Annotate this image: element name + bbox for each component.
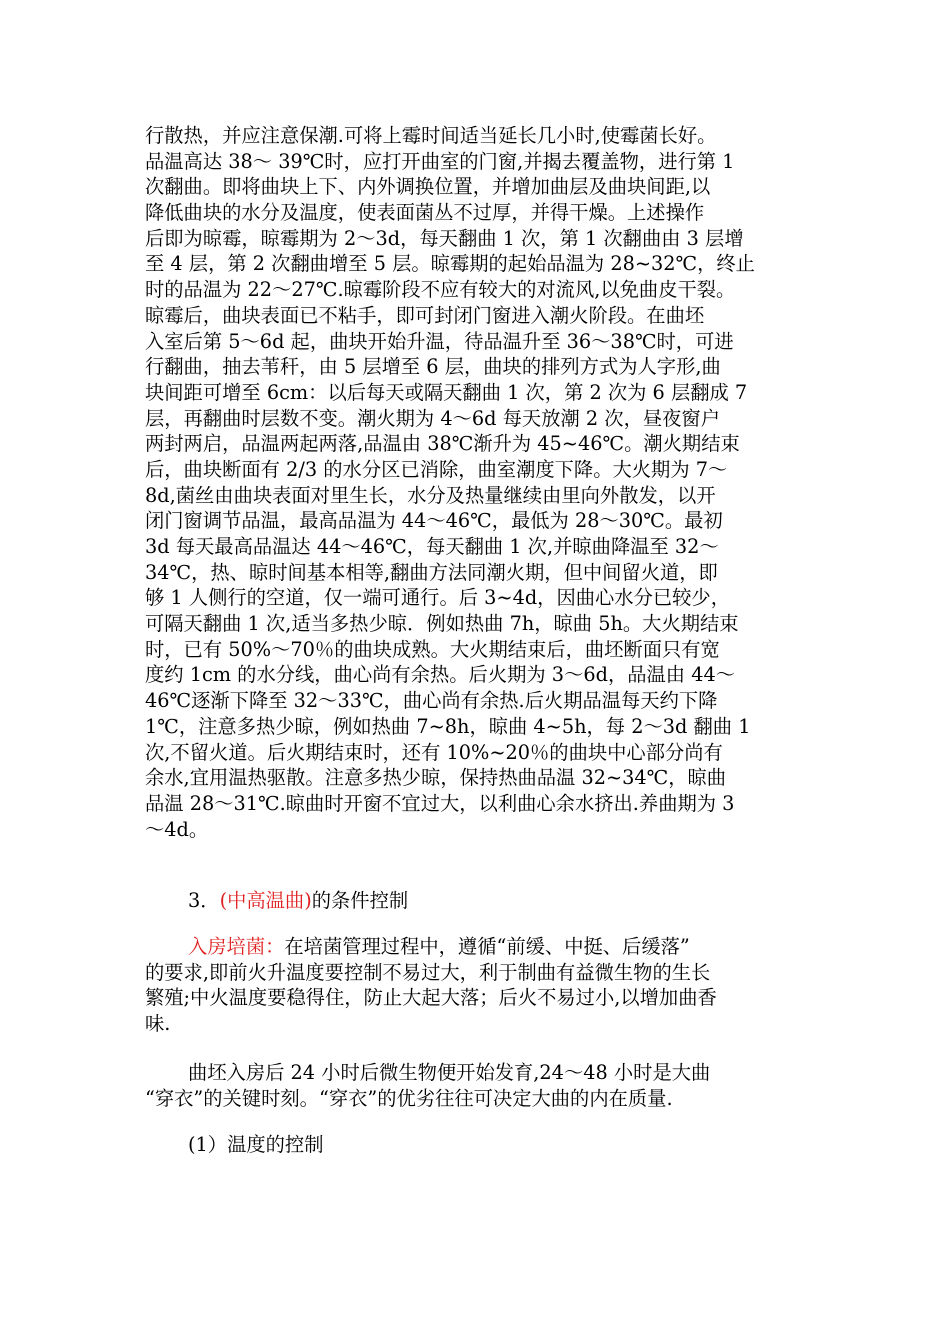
text-line: 品温 28～31℃.晾曲时开窗不宜过大，以利曲心余水挤出.养曲期为 3 (145, 791, 735, 815)
text-line: 入室后第 5～6d 起，曲块开始升温，待品温升至 36～38℃时，可进 (145, 329, 734, 353)
text-line: 34℃，热、晾时间基本相等,翻曲方法同潮火期，但中间留火道，即 (145, 560, 718, 584)
text-line: ～4d。 (145, 817, 209, 841)
text-line: 品温高达 38～ 39℃时，应打开曲室的门窗,并揭去覆盖物，进行第 1 (145, 149, 735, 173)
text-line: 次,不留火道。后火期结束时，还有 10%~20％的曲块中心部分尚有 (145, 740, 723, 764)
section-number: 3． (188, 889, 220, 912)
text-line: 3d 每天最高品温达 44～46℃，每天翻曲 1 次,并晾曲降温至 32～ (145, 535, 719, 558)
text-line: 次翻曲。即将曲块上下、内外调换位置，并增加曲层及曲块间距,以 (145, 175, 711, 199)
text-run: 在培菌管理过程中，遵循“前缓、中挺、后缓落” (284, 935, 690, 958)
culture-paragraph (145, 934, 815, 1037)
text-line: 曲坯入房后 24 小时后微生物便开始发育,24～48 小时是大曲 (188, 1061, 711, 1084)
text-line: 后，曲块断面有 2/3 的水分区已消除，曲室潮度下降。大火期为 7～ (145, 457, 728, 481)
text-line: 1℃，注意多热少晾，例如热曲 7~8h，晾曲 4~5h，每 2～3d 翻曲 1 (145, 714, 751, 738)
text-line: 至 4 层，第 2 次翻曲增至 5 层。晾霉期的起始品温为 28~32℃，终止 (145, 252, 755, 276)
text-line: 8d,菌丝由曲块表面对里生长，水分及热量继续由里向外散发，以开 (145, 483, 716, 507)
section-heading-highlight: (中高温曲) (219, 889, 312, 912)
text-line (145, 934, 815, 960)
text-line: 闭门窗调节品温，最高品温为 44～46℃，最低为 28～30℃。最初 (145, 509, 723, 533)
text-line: 46℃逐渐下降至 32～33℃，曲心尚有余热.后火期品温每天约下降 (145, 689, 718, 713)
text-line: 块间距可增至 6cm：以后每天或隔天翻曲 1 次，第 2 次为 6 层翻成 7 (145, 380, 748, 404)
text-line: 的要求,即前火升温度要控制不易过大，利于制曲有益微生物的生长 (145, 960, 711, 984)
text-line: 够 1 人侧行的空道，仅一端可通行。后 3~4d，因曲心水分已较少， (145, 586, 730, 610)
text-line: 繁殖;中火温度要稳得住，防止大起大落；后火不易过小,以增加曲香 (145, 986, 717, 1010)
text-line: 度约 1cm 的水分线，曲心尚有余热。后火期为 3～6d，品温由 44～ (145, 663, 736, 687)
section-heading-rest: 的条件控制 (311, 889, 409, 912)
text-line: 后即为晾霉，晾霉期为 2～3d，每天翻曲 1 次，第 1 次翻曲由 3 层增 (145, 226, 744, 250)
text-line: “穿衣”的关键时刻。“穿衣”的优劣往往可决定大曲的内在质量. (145, 1086, 673, 1110)
text-line: 时，已有 50%～70％的曲块成熟。大火期结束后，曲坯断面只有宽 (145, 637, 720, 661)
text-line: 降低曲块的水分及温度，使表面菌丛不过厚，并得干燥。上述操作 (145, 201, 705, 225)
text-line: 行散热，并应注意保潮.可将上霉时间适当延长几小时,使霉菌长好。 (145, 124, 717, 147)
dressing-paragraph (145, 1060, 815, 1111)
text-line: 晾霉后，曲块表面已不粘手，即可封闭门窗进入潮火阶段。在曲坯 (145, 303, 705, 327)
text-line: 行翻曲，抽去苇秆，由 5 层增至 6 层，曲块的排列方式为人字形,曲 (145, 355, 721, 379)
body-paragraph (145, 123, 815, 842)
text-line: 味. (145, 1012, 171, 1036)
section-heading (188, 888, 408, 913)
text-line: 可隔天翻曲 1 次,适当多热少晾．例如热曲 7h，晾曲 5h。大火期结束 (145, 612, 739, 636)
red-lead-label: 入房培菌： (188, 935, 285, 958)
subheading: (1）温度的控制 (188, 1133, 324, 1156)
text-line: 两封两启，品温两起两落,品温由 38℃渐升为 45~46℃。潮火期结束 (145, 432, 740, 456)
text-line: 层，再翻曲时层数不变。潮火期为 4～6d 每天放潮 2 次，昼夜窗户 (145, 406, 720, 430)
text-line: 余水,宜用温热驱散。注意多热少晾，保持热曲品温 32~34℃，晾曲 (145, 766, 727, 790)
text-line: 时的品温为 22～27℃.晾霉阶段不应有较大的对流风,以免曲皮干裂。 (145, 278, 736, 302)
